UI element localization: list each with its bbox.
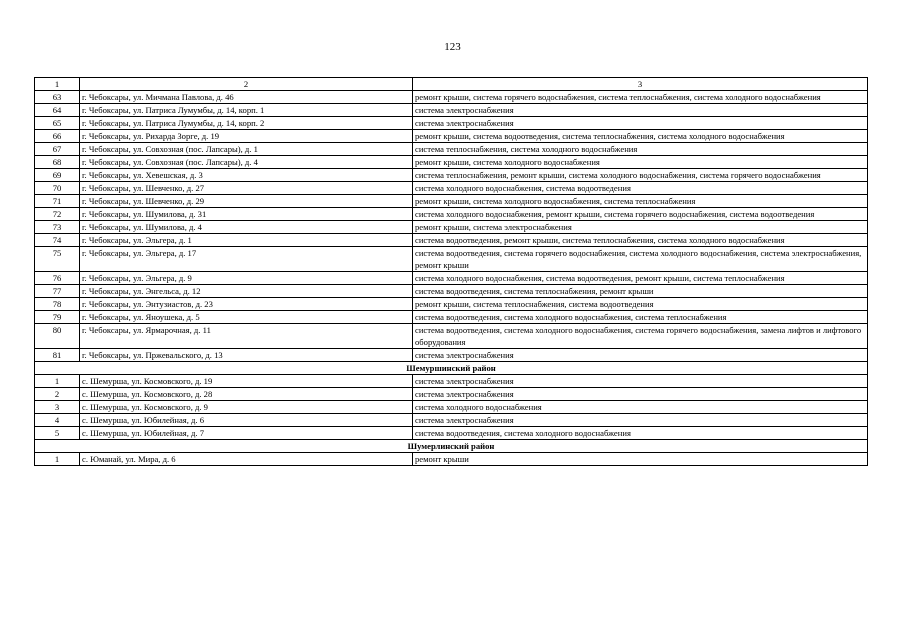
table-row [35, 375, 868, 388]
header-cell: 1 [35, 78, 80, 91]
buildings-table [34, 77, 868, 466]
work-type-cell: система электроснабжения [413, 117, 868, 130]
work-type-cell: система холодного водоснабжения, ремонт крыши, система горячего водоснабжения, система водоотведения [413, 208, 868, 221]
table-row [35, 349, 868, 362]
address-cell: г. Чебоксары, ул. Шевченко, д. 27 [80, 182, 413, 195]
header-cell: 2 [80, 78, 413, 91]
address-cell: г. Чебоксары, ул. Патриса Лумумбы, д. 14, корп. 1 [80, 104, 413, 117]
row-number-cell: 3 [35, 401, 80, 414]
page-number: 123 [444, 41, 461, 53]
address-cell: г. Чебоксары, ул. Энтузиастов, д. 23 [80, 298, 413, 311]
work-type-cell: ремонт крыши, система водоотведения, система теплоснабжения, система холодного водоснабжения [413, 130, 868, 143]
work-type-cell: ремонт крыши [413, 453, 868, 466]
table-row [35, 453, 868, 466]
address-cell: с. Шемурша, ул. Космовского, д. 28 [80, 388, 413, 401]
table-row [35, 401, 868, 414]
table-row [35, 272, 868, 285]
row-number-cell: 4 [35, 414, 80, 427]
address-cell: с. Шемурша, ул. Юбилейная, д. 7 [80, 427, 413, 440]
section-title: Шемуршинский район [35, 362, 868, 375]
address-cell: с. Юманай, ул. Мира, д. 6 [80, 453, 413, 466]
row-number-cell: 80 [35, 324, 80, 349]
work-type-cell: система теплоснабжения, система холодного водоснабжения [413, 143, 868, 156]
row-number-cell: 67 [35, 143, 80, 156]
work-type-cell: система теплоснабжения, ремонт крыши, система холодного водоснабжения, система горячего водоснабжения [413, 169, 868, 182]
table-row [35, 117, 868, 130]
row-number-cell: 72 [35, 208, 80, 221]
address-cell: г. Чебоксары, ул. Патриса Лумумбы, д. 14, корп. 2 [80, 117, 413, 130]
address-cell: с. Шемурша, ул. Космовского, д. 9 [80, 401, 413, 414]
address-cell: г. Чебоксары, ул. Эльгера, д. 9 [80, 272, 413, 285]
row-number-cell: 2 [35, 388, 80, 401]
address-cell: г. Чебоксары, ул. Пржевальского, д. 13 [80, 349, 413, 362]
table-row [35, 182, 868, 195]
row-number-cell: 5 [35, 427, 80, 440]
table-row [35, 221, 868, 234]
work-type-cell: система электроснабжения [413, 104, 868, 117]
address-cell: г. Чебоксары, ул. Шумилова, д. 4 [80, 221, 413, 234]
work-type-cell: система электроснабжения [413, 349, 868, 362]
work-type-cell: ремонт крыши, система электроснабжения [413, 221, 868, 234]
work-type-cell: ремонт крыши, система холодного водоснабжения, система теплоснабжения [413, 195, 868, 208]
table-header-row [35, 78, 868, 91]
table-row [35, 247, 868, 272]
work-type-cell: система водоотведения, ремонт крыши, система теплоснабжения, система холодного водоснабжения [413, 234, 868, 247]
address-cell: г. Чебоксары, ул. Шумилова, д. 31 [80, 208, 413, 221]
header-cell: 3 [413, 78, 868, 91]
row-number-cell: 71 [35, 195, 80, 208]
work-type-cell: система водоотведения, система холодного водоснабжения [413, 427, 868, 440]
row-number-cell: 78 [35, 298, 80, 311]
address-cell: г. Чебоксары, ул. Мичмана Павлова, д. 46 [80, 91, 413, 104]
address-cell: г. Чебоксары, ул. Рихарда Зорге, д. 19 [80, 130, 413, 143]
work-type-cell: система водоотведения, система горячего водоснабжения, система холодного водоснабжения, система электроснабжения, ремонт крыши [413, 247, 868, 272]
table-row [35, 311, 868, 324]
table-row [35, 298, 868, 311]
table-row [35, 324, 868, 349]
row-number-cell: 77 [35, 285, 80, 298]
row-number-cell: 81 [35, 349, 80, 362]
table-row [35, 285, 868, 298]
row-number-cell: 69 [35, 169, 80, 182]
table-row [35, 414, 868, 427]
table-row [35, 104, 868, 117]
address-cell: г. Чебоксары, ул. Совхозная (пос. Лапсары), д. 4 [80, 156, 413, 169]
work-type-cell: система электроснабжения [413, 388, 868, 401]
table-row [35, 130, 868, 143]
row-number-cell: 74 [35, 234, 80, 247]
work-type-cell: система электроснабжения [413, 414, 868, 427]
work-type-cell: система водоотведения, система теплоснабжения, ремонт крыши [413, 285, 868, 298]
row-number-cell: 1 [35, 453, 80, 466]
row-number-cell: 1 [35, 375, 80, 388]
row-number-cell: 76 [35, 272, 80, 285]
work-type-cell: ремонт крыши, система теплоснабжения, система водоотведения [413, 298, 868, 311]
work-type-cell: система холодного водоснабжения [413, 401, 868, 414]
work-type-cell: система водоотведения, система холодного водоснабжения, система теплоснабжения [413, 311, 868, 324]
section-title: Шумерлинский район [35, 440, 868, 453]
work-type-cell: ремонт крыши, система холодного водоснабжения [413, 156, 868, 169]
work-type-cell: система холодного водоснабжения, система водоотведения, ремонт крыши, система теплоснабжения [413, 272, 868, 285]
row-number-cell: 68 [35, 156, 80, 169]
table-row [35, 156, 868, 169]
work-type-cell: система холодного водоснабжения, система водоотведения [413, 182, 868, 195]
table-row [35, 234, 868, 247]
work-type-cell: система водоотведения, система холодного водоснабжения, система горячего водоснабжения, замена лифтов и лифтового оборудования [413, 324, 868, 349]
address-cell: г. Чебоксары, ул. Энгельса, д. 12 [80, 285, 413, 298]
address-cell: с. Шемурша, ул. Космовского, д. 19 [80, 375, 413, 388]
address-cell: г. Чебоксары, ул. Эльгера, д. 1 [80, 234, 413, 247]
address-cell: г. Чебоксары, ул. Ярмарочная, д. 11 [80, 324, 413, 349]
table-row [35, 388, 868, 401]
row-number-cell: 75 [35, 247, 80, 272]
table-row [35, 169, 868, 182]
work-type-cell: ремонт крыши, система горячего водоснабжения, система теплоснабжения, система холодного водоснабжения [413, 91, 868, 104]
address-cell: с. Шемурша, ул. Юбилейная, д. 6 [80, 414, 413, 427]
section-header-row [35, 362, 868, 375]
row-number-cell: 79 [35, 311, 80, 324]
address-cell: г. Чебоксары, ул. Шевченко, д. 29 [80, 195, 413, 208]
table-row [35, 195, 868, 208]
section-header-row [35, 440, 868, 453]
table-row [35, 427, 868, 440]
row-number-cell: 66 [35, 130, 80, 143]
table-row [35, 208, 868, 221]
address-cell: г. Чебоксары, ул. Хевешская, д. 3 [80, 169, 413, 182]
row-number-cell: 64 [35, 104, 80, 117]
row-number-cell: 65 [35, 117, 80, 130]
row-number-cell: 73 [35, 221, 80, 234]
address-cell: г. Чебоксары, ул. Яноушека, д. 5 [80, 311, 413, 324]
table-row [35, 143, 868, 156]
work-type-cell: система электроснабжения [413, 375, 868, 388]
address-cell: г. Чебоксары, ул. Совхозная (пос. Лапсары), д. 1 [80, 143, 413, 156]
table-row [35, 91, 868, 104]
row-number-cell: 63 [35, 91, 80, 104]
address-cell: г. Чебоксары, ул. Эльгера, д. 17 [80, 247, 413, 272]
row-number-cell: 70 [35, 182, 80, 195]
